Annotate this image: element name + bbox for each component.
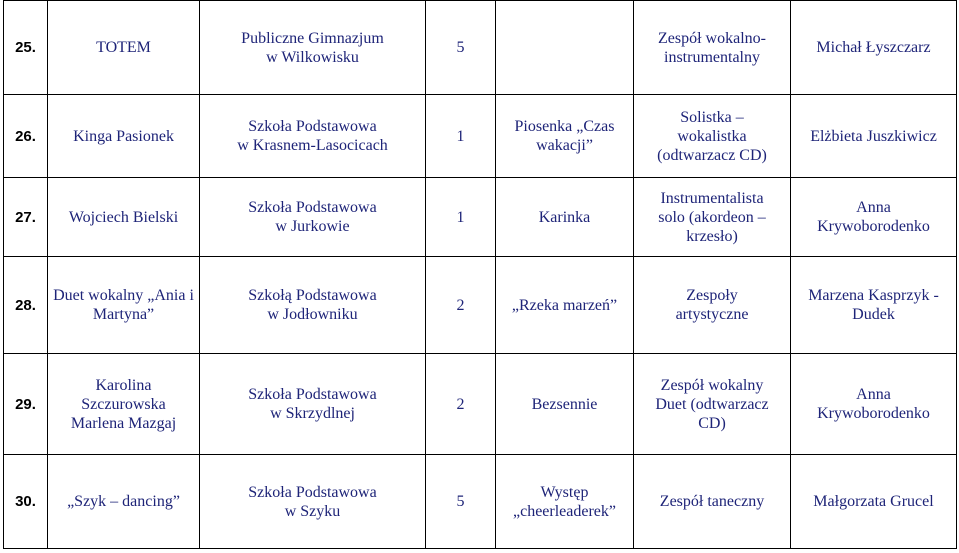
performance-title: Piosenka „Czas wakacji” bbox=[496, 95, 634, 178]
participant-name: Duet wokalny „Ania i Martyna” bbox=[48, 257, 200, 354]
school-name: Szkoła Podstawowa w Jurkowie bbox=[200, 178, 426, 257]
row-number: 28. bbox=[4, 257, 48, 354]
teacher-name: Michał Łyszczarz bbox=[791, 1, 957, 95]
teacher-name: Małgorzata Grucel bbox=[791, 455, 957, 549]
row-number: 25. bbox=[4, 1, 48, 95]
school-name: Publiczne Gimnazjum w Wilkowisku bbox=[200, 1, 426, 95]
member-count: 2 bbox=[426, 354, 496, 455]
teacher-name: Anna Krywoborodenko bbox=[791, 354, 957, 455]
performance-title: Karinka bbox=[496, 178, 634, 257]
performance-title: Występ „cheerleaderek” bbox=[496, 455, 634, 549]
participant-name: Karolina Szczurowska Marlena Mazgaj bbox=[48, 354, 200, 455]
row-number: 29. bbox=[4, 354, 48, 455]
school-name: Szkołą Podstawowa w Jodłowniku bbox=[200, 257, 426, 354]
teacher-name: Elżbieta Juszkiwicz bbox=[791, 95, 957, 178]
table-row bbox=[4, 455, 957, 549]
performance-category: Zespoły artystyczne bbox=[634, 257, 791, 354]
performance-category: Zespół taneczny bbox=[634, 455, 791, 549]
teacher-name: Anna Krywoborodenko bbox=[791, 178, 957, 257]
performance-title bbox=[496, 1, 634, 95]
member-count: 1 bbox=[426, 178, 496, 257]
school-name: Szkoła Podstawowa w Szyku bbox=[200, 455, 426, 549]
school-name: Szkoła Podstawowa w Skrzydlnej bbox=[200, 354, 426, 455]
performance-category: Zespół wokalny Duet (odtwarzacz CD) bbox=[634, 354, 791, 455]
member-count: 5 bbox=[426, 455, 496, 549]
member-count: 5 bbox=[426, 1, 496, 95]
performance-category: Zespół wokalno- instrumentalny bbox=[634, 1, 791, 95]
table-row bbox=[4, 178, 957, 257]
row-number: 27. bbox=[4, 178, 48, 257]
row-number: 26. bbox=[4, 95, 48, 178]
row-number: 30. bbox=[4, 455, 48, 549]
performance-title: Bezsennie bbox=[496, 354, 634, 455]
participant-name: Kinga Pasionek bbox=[48, 95, 200, 178]
table-row bbox=[4, 257, 957, 354]
member-count: 1 bbox=[426, 95, 496, 178]
performance-title: „Rzeka marzeń” bbox=[496, 257, 634, 354]
school-name: Szkoła Podstawowa w Krasnem-Lasocicach bbox=[200, 95, 426, 178]
participants-table bbox=[3, 0, 957, 549]
teacher-name: Marzena Kasprzyk - Dudek bbox=[791, 257, 957, 354]
participant-name: Wojciech Bielski bbox=[48, 178, 200, 257]
table-row bbox=[4, 1, 957, 95]
performance-category: Solistka – wokalistka (odtwarzacz CD) bbox=[634, 95, 791, 178]
performance-category: Instrumentalista solo (akordeon – krzesło) bbox=[634, 178, 791, 257]
table-row bbox=[4, 354, 957, 455]
participant-name: TOTEM bbox=[48, 1, 200, 95]
member-count: 2 bbox=[426, 257, 496, 354]
participant-name: „Szyk – dancing” bbox=[48, 455, 200, 549]
table-row bbox=[4, 95, 957, 178]
